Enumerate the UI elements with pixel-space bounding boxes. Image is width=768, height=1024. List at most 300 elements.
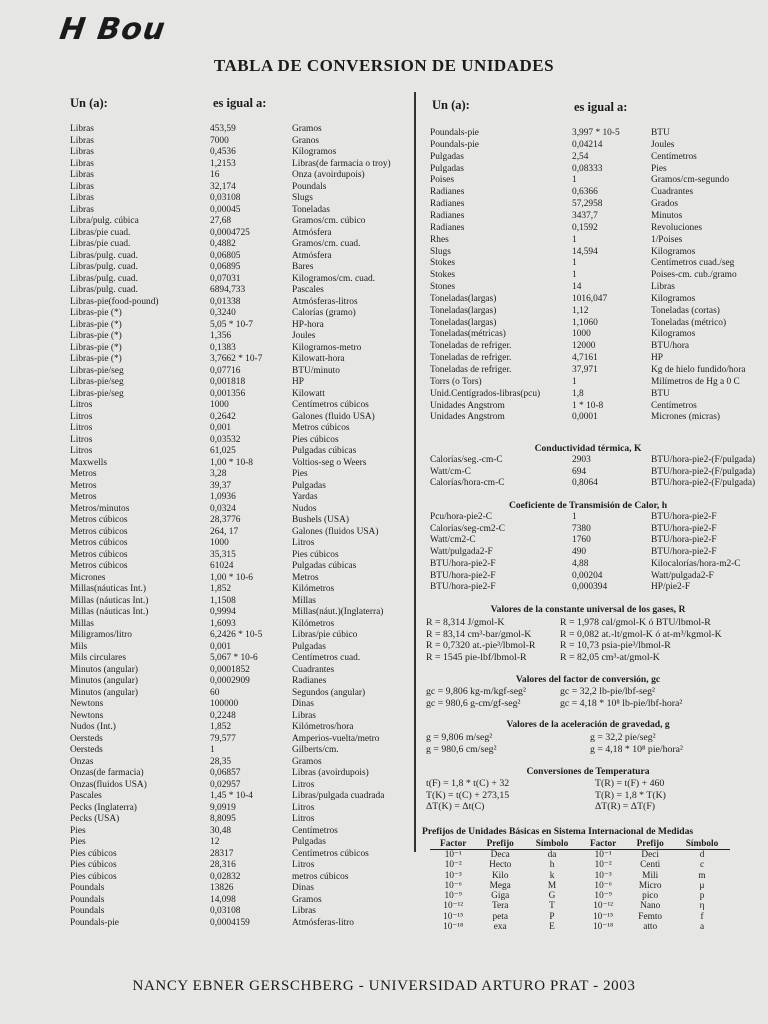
left-factor: 1000 [210,538,229,548]
prefijos-cell: pico [642,891,659,902]
cond-factor: 0,8064 [572,478,598,489]
left-target: Centímetros cúbicos [292,400,369,410]
left-target: Gramos [292,124,322,134]
prefijos-cell: Nano [640,901,661,912]
trans-target: BTU/hora-pie2-F [651,535,717,546]
right-unit: Toneladas(métricas) [430,329,506,340]
right-target: Pies [651,163,667,174]
left-factor: 0,0002909 [210,676,250,686]
left-factor: 0,0004725 [210,227,250,238]
left-factor: 0,02832 [210,871,241,882]
right-target: Gramos/cm-segundo [651,175,730,186]
right-target: Libras [651,282,675,293]
prefijos-cell: a [699,922,705,933]
gases-formula: R = 8,314 J/gmol-K [426,617,505,628]
prefijos-title: Prefijos de Unidades Básicas en Sistema Internacional de Medidas [422,826,694,837]
prefijos-cell: E [549,922,555,933]
gases-table [0,617,768,667]
left-unit: Libras-pie (*) [70,331,122,341]
left-unit: Libra/pulg. cúbica [70,216,139,226]
left-unit: Onzas(de farmacia) [70,768,144,778]
trans-unit: Pcu/hora-pie2-C [430,512,492,522]
right-factor: 2,54 [572,151,589,162]
right-factor: 0,6366 [572,187,598,198]
prefijos-cell: Tera [492,901,509,912]
cond-unit: Watt/cm-C [430,466,471,477]
left-target: Libras/pulgada cuadrada [292,791,385,801]
right-unit: Radianes [430,222,465,233]
right-unit: Pulgadas [430,151,464,162]
right-target: Centímetros [651,151,697,162]
right-unit: Torrs (o Tors) [430,376,482,387]
left-target: Poundals [292,181,327,192]
left-target: Metros cúbicos [292,423,350,433]
trans-unit: Watt/pulgada2-F [430,547,493,558]
left-factor: 13826 [210,883,234,893]
prefijos-cell: Femto [638,911,663,922]
temperatura-title: Conversiones de Temperatura [526,766,650,777]
left-factor: 0,9994 [210,607,236,617]
right-unit: Unid.Centígrados-libras(pcu) [430,388,541,399]
left-target: BTU/minuto [292,365,340,376]
left-unit: Onzas(fluidos USA) [70,779,147,790]
prefijos-header: Símbolo [524,838,580,850]
prefijos-cell: P [549,911,555,922]
cond-factor: 2903 [572,455,591,465]
prefijos-cell: 10⁻³ [444,870,462,881]
prefijos-row [430,901,730,911]
left-unit: Millas (náuticas Int.) [70,595,149,606]
left-factor: 0,4882 [210,239,236,249]
gc-formula: gc = 4,18 * 10⁸ lb-pie/lbf-hora² [560,697,683,709]
left-unit: Litros [70,423,93,433]
prefijos-cell: peta [492,911,508,922]
prefijos-cell: k [549,870,555,881]
right-target: Milímetros de Hg a 0 C [651,376,740,387]
prefijos-header: Factor [430,838,476,850]
prefijos-row [430,912,730,922]
prefijos-cell: 10⁻¹⁸ [593,922,614,933]
conductividad-title: Conductividad térmica, K [534,443,642,454]
left-target: Gilberts/cm. [292,745,339,755]
left-target: metros cúbicos [292,871,349,882]
left-target: HP [292,377,304,387]
left-factor: 39,37 [210,480,232,491]
right-factor: 1 * 10-8 [572,400,604,411]
left-factor: 0,06895 [210,262,241,272]
right-target: Kilogramos [651,293,696,304]
left-target: Libras(de farmacia o troy) [292,158,391,169]
cond-target: BTU/hora-pie2-(F/pulgada) [651,455,756,465]
left-unit: Nudos (Int.) [70,722,116,732]
prefijos-row [430,922,730,932]
right-factor: 1 [572,234,577,245]
left-factor: 0,06857 [210,768,241,778]
prefijos-cell: d [699,850,705,860]
prefijos-cell: 10⁻⁹ [594,891,612,902]
left-unit: Libras [70,158,94,169]
left-target: Pies cúbicos [292,549,339,560]
left-target: Kilogramos/cm. cuad. [292,273,376,284]
left-unit: Miligramos/litro [70,630,132,640]
left-unit: Poundals [70,894,105,905]
left-target: Pies [292,469,308,479]
left-target: Pulgadas [292,480,326,491]
left-unit: Libras-pie (*) [70,319,122,330]
left-header-unit: Un (a): [70,96,108,110]
temperatura-formula: T(K) = t(C) + 273,15 [426,789,510,801]
prefijos-cell: da [547,850,557,860]
left-unit: Pies cúbicos [70,860,117,870]
gases-formula: R = 1545 pie-lbf/lbmol-R [426,651,527,663]
left-factor: 14,098 [210,894,236,905]
left-unit: Litros [70,446,93,456]
left-target: Dinas [292,883,314,893]
right-target: Micrones (micras) [651,412,720,423]
trans-unit: BTU/hora-pie2-F [430,558,496,569]
left-unit: Libras/pie cuad. [70,239,131,249]
right-factor: 57,2958 [572,199,603,210]
left-target: Galones (fluidos USA) [292,526,379,537]
right-unit: Stones [430,282,456,293]
prefijos-row [430,871,730,881]
left-unit: Oersteds [70,733,103,744]
left-target: Voltios-seg o Weers [292,457,367,468]
right-unit: Toneladas de refriger. [430,365,512,375]
gravedad-formula: g = 9,806 m/seg² [426,732,493,743]
gc-formula: gc = 9,806 kg-m/kgf-seg² [426,686,526,697]
right-unit: Stokes [430,258,456,269]
left-unit: Libras-pie (*) [70,308,122,318]
left-unit: Libras/pulg. cuad. [70,285,138,295]
left-target: Nudos [292,503,317,514]
left-target: Calorías (gramo) [292,308,356,318]
left-unit: Minutos (angular) [70,664,138,675]
left-factor: 0,0324 [210,503,236,514]
prefijos-cell: h [549,860,555,871]
gc-table [0,686,768,712]
right-target: Kg de hielo fundido/hora [651,365,746,375]
left-unit: Libras [70,170,94,180]
left-factor: 32,174 [210,181,236,192]
cond-factor: 694 [572,466,587,477]
gravedad-formula: g = 32,2 pie/seg² [590,732,656,743]
left-factor: 0,2248 [210,710,236,721]
gc-formula: gc = 32,2 lb-pie/lbf-seg² [560,686,655,697]
prefijos-cell: 10⁻⁹ [444,891,462,902]
left-target: Joules [292,331,316,341]
right-factor: 0,04214 [572,139,603,150]
left-factor: 9,0919 [210,802,236,813]
prefijos-cell: 10⁻⁶ [594,880,612,891]
left-unit: Libras [70,135,94,146]
right-unit: Toneladas(largas) [430,305,497,316]
left-target: Gramos [292,756,322,767]
right-target: Cuadrantes [651,187,694,198]
left-unit: Oersteds [70,745,103,755]
gases-formula: R = 83,14 cm³-bar/gmol-K [426,628,532,640]
right-unit: Toneladas(largas) [430,317,497,328]
prefijos-header: Prefijo [626,838,674,850]
left-factor: 0,2642 [210,411,236,422]
left-unit: Libras-pie/seg [70,388,124,399]
right-factor: 0,08333 [572,163,603,174]
left-factor: 6,2426 * 10-5 [210,630,263,640]
left-factor: 5,05 * 10-7 [210,319,253,330]
trans-target: Watt/pulgada2-F [651,570,714,581]
right-factor: 1 [572,270,577,281]
gases-formula: R = 10,73 psia-pie³/lbmol-R [560,640,671,652]
right-unit: Radianes [430,210,465,221]
right-factor: 1 [572,258,577,269]
gases-formula: R = 82,05 cm³-at/gmol-K [560,651,660,663]
left-factor: 0,03108 [210,193,241,203]
left-factor: 28,35 [210,756,232,767]
left-unit: Libras [70,124,94,134]
right-target: Joules [651,139,675,150]
left-target: Atmósferas-litros [292,296,358,307]
left-factor: 61024 [210,561,234,571]
left-unit: Libras [70,204,94,215]
left-target: Centímetros cuad. [292,653,361,663]
temperatura-formula: T(R) = 1,8 * T(K) [595,789,666,801]
left-factor: 0,07716 [210,365,241,376]
right-factor: 1 [572,376,577,387]
left-unit: Libras-pie (*) [70,354,122,364]
prefijos-cell: Deci [641,850,659,860]
right-factor: 1016,047 [572,293,608,304]
left-target: Toneladas [292,204,330,215]
left-unit: Libras [70,181,94,192]
prefijos-cell: p [699,891,705,902]
left-unit: Litros [70,411,93,422]
trans-factor: 490 [572,547,587,558]
right-unit: Rhes [430,234,449,245]
right-header-unit: Un (a): [432,98,470,112]
trans-unit: BTU/hora-pie2-F [430,582,496,593]
left-target: Pulgadas cúbicas [292,561,357,571]
trans-factor: 4,88 [572,558,589,569]
prefijos-cell: atto [643,922,658,933]
left-unit: Pecks (USA) [70,814,120,824]
left-target: Atmósferas-litro [292,917,354,928]
left-target: Radianes [292,676,327,686]
left-factor: 3,28 [210,469,227,479]
left-unit: Onzas [70,756,94,767]
prefijos-cell: Mili [642,870,659,881]
left-unit: Pies [70,837,86,847]
transmision-title: Coeficiente de Transmisión de Calor, h [508,500,668,511]
left-unit: Libras-pie/seg [70,377,124,387]
prefijos-section [422,826,758,932]
left-unit: Metros/minutos [70,503,130,514]
prefijos-cell: Giga [491,891,510,902]
left-factor: 30,48 [210,825,232,836]
left-factor: 35,315 [210,549,236,560]
left-unit: Maxwells [70,457,107,468]
gases-formula: R = 0,7320 at.-pie³/lbmol-R [426,640,536,652]
left-unit: Pascales [70,791,102,801]
left-target: Centímetros cúbicos [292,848,369,859]
left-target: Libras/pie cúbico [292,630,358,640]
left-target: Metros [292,572,319,583]
right-target: BTU/hora [651,341,690,352]
prefijos-cell: 10⁻² [594,860,612,871]
prefijos-cell: 10⁻¹² [443,901,464,912]
right-unit: Unidades Angstrom [430,412,505,423]
prefijos-cell: Micro [638,880,662,891]
prefijos-cell: Deca [490,850,510,860]
left-unit: Libras-pie (*) [70,342,122,353]
left-target: Gramos/cm. cuad. [292,239,361,249]
prefijos-cell: 10⁻⁶ [444,880,462,891]
left-factor: 5,067 * 10-6 [210,653,258,663]
prefijos-cell: 10⁻³ [594,870,612,881]
left-unit: Micrones [70,572,106,583]
left-header-equals: es igual a: [213,96,267,110]
left-unit: Minutos (angular) [70,687,138,698]
left-factor: 0,001356 [210,388,246,399]
left-target: Kilómetros [292,618,335,629]
left-target: Atmósfera [292,250,332,261]
right-factor: 0,1592 [572,222,598,233]
left-unit: Poundals-pie [70,917,119,928]
left-target: Litros [292,802,315,813]
prefijos-row [430,850,730,861]
left-factor: 28317 [210,848,234,859]
left-factor: 0,0004159 [210,917,250,928]
left-unit: Metros cúbicos [70,549,128,560]
prefijos-cell: 10⁻¹⁸ [443,922,464,933]
page-title: TABLA DE CONVERSION DE UNIDADES [213,56,555,75]
left-factor: 0,02957 [210,779,241,790]
gravedad-formula: g = 980,6 cm/seg² [426,743,497,755]
gases-formula: R = 1,978 cal/gmol-K ó BTU/lbmol-R [560,617,711,628]
temperatura-formula: T(R) = t(F) + 460 [595,778,665,789]
prefijos-cell: Kilo [491,870,509,881]
left-factor: 0,07031 [210,273,241,284]
left-unit: Metros [70,469,97,479]
left-unit: Libras/pulg. cuad. [70,262,138,272]
left-factor: 1,356 [210,331,232,341]
temperatura-table [0,778,768,818]
trans-factor: 7380 [572,523,591,534]
right-header-equals: es igual a: [574,100,628,114]
left-factor: 0,3240 [210,308,236,318]
right-unit: Radianes [430,199,465,210]
left-factor: 8,8095 [210,814,236,824]
cond-unit: Calorías/seg.-cm-C [430,455,503,465]
prefijos-cell: 10⁻¹ [594,850,612,860]
left-target: Litros [292,779,315,790]
left-target: Atmósfera [292,227,332,238]
trans-factor: 0,000394 [572,582,608,593]
right-target: Kilogramos [651,329,696,340]
right-target: 1/Poises [651,234,683,245]
prefijos-cell: T [549,901,555,912]
right-target: Centímetros cuad./seg [651,258,735,269]
prefijos-header: Prefijo [476,838,524,850]
left-target: Kilowatt-hora [292,354,345,364]
right-unit: Radianes [430,187,465,198]
left-unit: Libras/pulg. cuad. [70,273,138,284]
left-target: Onza (avoirdupois) [292,170,365,180]
left-factor: 0,03532 [210,434,241,445]
left-factor: 0,001 [210,423,232,433]
left-factor: 1,2153 [210,158,236,169]
left-target: Pies cúbicos [292,434,339,445]
left-target: Kilómetros/hora [292,722,354,732]
left-target: Litros [292,814,315,824]
left-unit: Mils [70,641,88,652]
left-target: Kilogramos [292,147,337,157]
left-target: Litros [292,860,315,870]
gravedad-title: Valores de la aceleración de gravedad, g [506,719,670,730]
right-factor: 12000 [572,341,596,352]
prefijos-cell: 10⁻¹ [444,850,462,860]
prefijos-header: Símbolo [674,838,730,850]
left-unit: Millas [70,618,94,629]
left-unit: Poundals [70,906,105,916]
prefijos-cell: M [547,880,557,891]
right-target: BTU [651,128,670,138]
left-factor: 27,68 [210,216,232,226]
gases-title: Valores de la constante universal de los gases, R [490,604,686,615]
left-factor: 16 [210,170,220,180]
prefijos-cell: G [548,891,556,902]
left-unit: Metros [70,480,97,491]
temperatura-formula: ΔT(K) = Δt(C) [426,801,485,813]
right-unit: Stokes [430,270,456,281]
trans-unit: Calorías/seg-cm2-C [430,523,505,534]
left-target: Litros [292,538,315,548]
left-factor: 28,316 [210,860,236,870]
left-unit: Metros [70,492,97,502]
left-unit: Metros cúbicos [70,515,128,525]
transmision-table [0,512,768,597]
trans-unit: BTU/hora-pie2-F [430,570,496,581]
right-target: Revoluciones [651,222,703,233]
trans-factor: 0,00204 [572,570,603,581]
prefijos-cell: 10⁻¹⁵ [593,911,614,922]
left-unit: Libras/pulg. cuad. [70,250,138,261]
prefijos-cell: Hecto [489,860,512,871]
temperatura-formula: t(F) = 1,8 * t(C) + 32 [426,778,510,789]
right-factor: 14,594 [572,246,598,257]
left-unit: Metros cúbicos [70,561,128,571]
prefijos-cell: 10⁻¹² [593,901,614,912]
prefijos-cell: η [699,901,705,912]
left-target: Galones (fluido USA) [292,411,375,422]
left-factor: 61,025 [210,446,236,456]
left-factor: 1,0936 [210,492,236,502]
trans-target: BTU/hora-pie2-F [651,523,717,534]
gc-formula: gc = 980,6 g-cm/gf-seg² [426,697,521,709]
left-factor: 79,577 [210,733,236,744]
left-target: HP-hora [292,319,324,330]
left-target: Pulgadas cúbicas [292,446,357,456]
left-unit: Libras-pie/seg [70,365,124,376]
left-target: Millas [292,595,316,606]
left-factor: 1000 [210,400,229,410]
left-factor: 1,00 * 10-8 [210,457,253,468]
left-unit: Newtons [70,699,104,709]
left-target: Segundos (angular) [292,687,366,698]
trans-target: BTU/hora-pie2-F [651,547,717,558]
right-factor: 37,971 [572,365,598,375]
prefijos-row [430,881,730,891]
left-factor: 12 [210,837,220,847]
